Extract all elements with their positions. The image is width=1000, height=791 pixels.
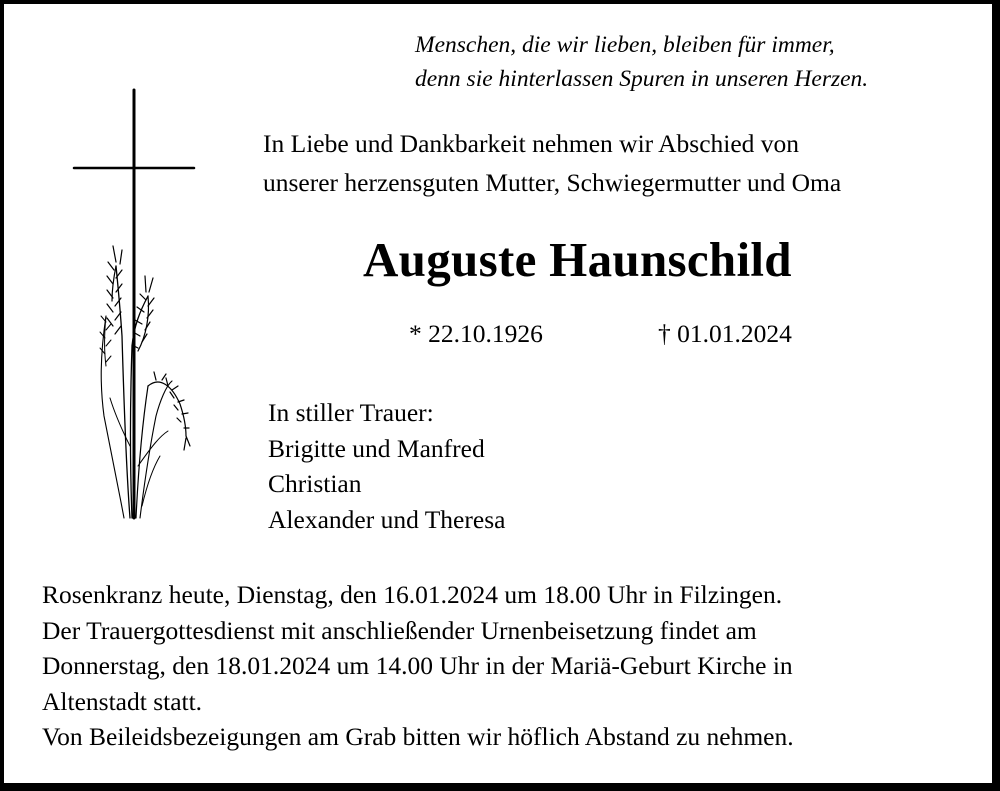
memorial-quote <box>415 28 868 96</box>
notice-line: Von Beileidsbezeigungen am Grab bitten wir höflich Abstand zu nehmen. <box>42 722 794 751</box>
farewell-intro <box>263 124 841 202</box>
mourner-name: Alexander und Theresa <box>268 504 506 534</box>
notice-line: Rosenkranz heute, Dienstag, den 16.01.2024 um 18.00 Uhr in Filzingen. <box>42 580 783 609</box>
cross-with-wheat-icon <box>60 86 210 526</box>
intro-line: unserer herzensguten Mutter, Schwiegermutter und Oma <box>263 168 842 197</box>
mourners-list <box>268 395 505 537</box>
deceased-name: Auguste Haunschild <box>363 232 792 287</box>
service-notice <box>42 577 794 755</box>
quote-line: denn sie hinterlassen Spuren in unseren Herzen. <box>415 66 869 92</box>
notice-line: Altenstadt statt. <box>42 686 203 716</box>
mourner-name: Brigitte und Manfred <box>268 433 485 463</box>
intro-line: In Liebe und Dankbarkeit nehmen wir Abschied von <box>263 129 800 158</box>
death-date: † 01.01.2024 <box>658 319 792 348</box>
notice-line: Der Trauergottesdienst mit anschließender Urnenbeisetzung findet am <box>42 615 757 645</box>
birth-date: * 22.10.1926 <box>409 319 543 348</box>
quote-line: Menschen, die wir lieben, bleiben für immer, <box>415 32 835 58</box>
mourner-name: Christian <box>268 469 362 498</box>
notice-line: Donnerstag, den 18.01.2024 um 14.00 Uhr in der Mariä-Geburt Kirche in <box>42 651 793 680</box>
mourners-heading: In stiller Trauer: <box>268 398 434 427</box>
